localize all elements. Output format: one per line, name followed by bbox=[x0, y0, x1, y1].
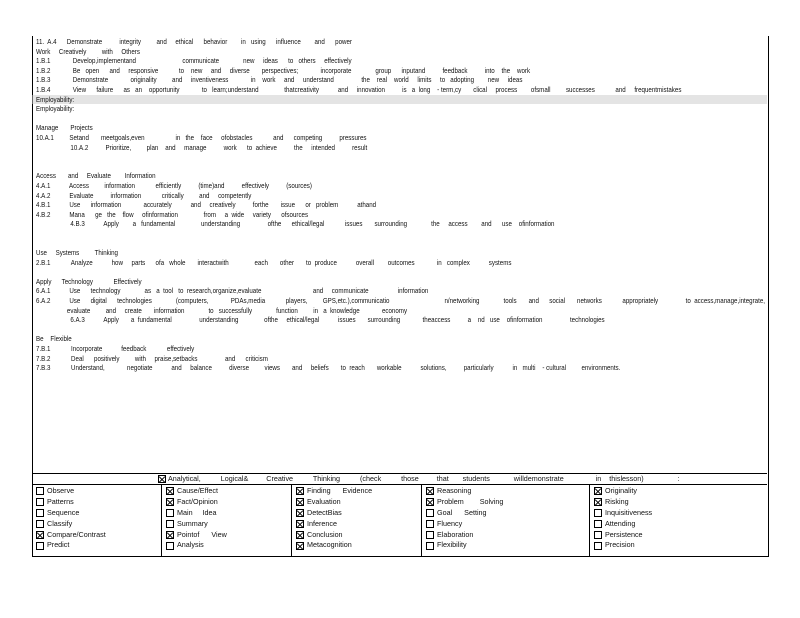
standard-line: 1.B.1 Develop,implementand communicate new ideas to others effectively bbox=[36, 56, 352, 66]
blank-line bbox=[36, 229, 764, 239]
skill-checkbox-icon[interactable] bbox=[296, 509, 304, 517]
skill-item[interactable] bbox=[426, 508, 589, 519]
standards-list bbox=[36, 37, 764, 373]
blank-line bbox=[36, 152, 764, 162]
skill-label: Goal Setting bbox=[437, 507, 487, 517]
skill-item[interactable] bbox=[426, 530, 589, 541]
skill-checkbox-icon[interactable] bbox=[594, 542, 602, 550]
skill-item[interactable] bbox=[36, 519, 161, 530]
skill-item[interactable] bbox=[166, 486, 291, 497]
skill-item[interactable] bbox=[166, 508, 291, 519]
standard-line: Employability: bbox=[36, 104, 75, 114]
skill-item[interactable] bbox=[36, 508, 161, 519]
skill-item[interactable] bbox=[296, 497, 421, 508]
skill-label: Flexibility bbox=[437, 540, 467, 550]
standard-line: 7.B.1 Incorporate feedback effectively bbox=[36, 344, 195, 353]
skill-item[interactable] bbox=[296, 540, 421, 551]
skill-label: Problem Solving bbox=[437, 496, 504, 506]
standard-line: 7.B.3 Understand, negotiate and balance diverse views and beliefs to reach workable solutions, particularly in multi - cultural environments. bbox=[36, 363, 621, 373]
skill-label: Patterns bbox=[47, 496, 74, 506]
standard-line: 4.A.2 Evaluate information critically and competently bbox=[36, 190, 252, 200]
skill-label: Evaluation bbox=[307, 496, 341, 506]
skill-label: Observe bbox=[47, 486, 75, 495]
skills-header bbox=[32, 474, 767, 485]
standard-line: 1.B.3 Demonstrate originality and inventiveness in work and understand the real world limits to adopting new ideas bbox=[36, 75, 523, 85]
skill-checkbox-icon[interactable] bbox=[426, 509, 434, 517]
skill-item[interactable] bbox=[36, 486, 161, 497]
skill-checkbox-icon[interactable] bbox=[166, 520, 174, 528]
skill-item[interactable] bbox=[36, 497, 161, 508]
standard-line: Access and Evaluate Information bbox=[36, 171, 156, 181]
skill-label: Reasoning bbox=[437, 486, 472, 495]
skill-item[interactable] bbox=[594, 497, 767, 508]
skill-item[interactable] bbox=[166, 519, 291, 530]
skill-checkbox-icon[interactable] bbox=[594, 487, 602, 495]
standard-line: 4.A.1 Access information efficiently (time)and effectively (sources) bbox=[36, 180, 312, 190]
blank-line bbox=[36, 162, 764, 172]
blank-line bbox=[36, 114, 764, 124]
skill-checkbox-icon[interactable] bbox=[594, 498, 602, 506]
standard-line: Use Systems Thinking bbox=[36, 248, 118, 258]
skill-checkbox-icon[interactable] bbox=[594, 509, 602, 517]
skill-checkbox-icon[interactable] bbox=[36, 520, 44, 528]
skill-label: Cause/Effect bbox=[177, 486, 219, 495]
skills-header-label: Analytical, Logical& Creative Thinking (check those that students willdemonstrate in thislesson) : bbox=[168, 474, 680, 483]
skill-item[interactable] bbox=[166, 540, 291, 551]
skill-checkbox-icon[interactable] bbox=[426, 520, 434, 528]
standard-line: 6.A.2 Use digital technologies (computers, PDAs,media players, GPS,etc.),communicatio n/networking tools and social networks appropriately to access,manage,integrate, bbox=[36, 296, 765, 306]
standard-line: 4.B.1 Use information accurately and creatively forthe issue or problem athand bbox=[36, 200, 377, 210]
skill-label: Risking bbox=[605, 496, 629, 506]
skills-column-2 bbox=[162, 485, 292, 556]
skill-checkbox-icon[interactable] bbox=[426, 498, 434, 506]
skill-checkbox-icon[interactable] bbox=[296, 520, 304, 528]
skill-label: Inference bbox=[307, 518, 337, 528]
standard-line: 1.B.2 Be open and responsive to new and diverse perspectives; incorporate group inputand feedback into the work bbox=[36, 65, 531, 75]
skill-item[interactable] bbox=[594, 540, 767, 551]
skill-checkbox-icon[interactable] bbox=[166, 487, 174, 495]
skill-label: Elaboration bbox=[437, 529, 474, 539]
skill-checkbox-icon[interactable] bbox=[426, 487, 434, 495]
standard-line: Be Flexible bbox=[36, 334, 72, 344]
standard-line: Manage Projects bbox=[36, 123, 93, 133]
skill-label: Inquisitiveness bbox=[605, 507, 653, 517]
skill-item[interactable] bbox=[426, 519, 589, 530]
skill-checkbox-icon[interactable] bbox=[36, 509, 44, 517]
blank-line bbox=[36, 325, 764, 335]
skill-item[interactable] bbox=[594, 530, 767, 541]
skill-checkbox-icon[interactable] bbox=[166, 542, 174, 550]
skill-item[interactable] bbox=[426, 486, 589, 497]
skill-checkbox-icon[interactable] bbox=[36, 498, 44, 506]
skills-column-4 bbox=[422, 485, 590, 556]
skill-checkbox-icon[interactable] bbox=[166, 498, 174, 506]
header-checkbox-icon[interactable] bbox=[158, 475, 166, 483]
skill-item[interactable] bbox=[296, 530, 421, 541]
skills-column-1 bbox=[32, 485, 162, 556]
skill-checkbox-icon[interactable] bbox=[426, 531, 434, 539]
skill-checkbox-icon[interactable] bbox=[594, 520, 602, 528]
skills-header-text bbox=[158, 474, 680, 484]
standard-line: 4.B.3 Apply a fundamental understanding ofthe ethical/legal issues surrounding the access and use ofinformation bbox=[70, 219, 555, 229]
standard-line: 10.A.1 Setand meetgoals,even in the face ofobstacles and competing pressures bbox=[36, 132, 367, 142]
skill-label: Precision bbox=[605, 540, 635, 550]
standard-line: evaluate and create information to successfully function in a knowledge economy bbox=[36, 305, 408, 315]
skill-checkbox-icon[interactable] bbox=[296, 498, 304, 506]
skill-item[interactable] bbox=[296, 486, 421, 497]
skill-label: Compare/Contrast bbox=[47, 529, 106, 539]
skill-item[interactable] bbox=[426, 497, 589, 508]
skill-checkbox-icon[interactable] bbox=[166, 509, 174, 517]
skill-checkbox-icon[interactable] bbox=[36, 487, 44, 495]
skill-item[interactable] bbox=[594, 486, 767, 497]
standard-line: 11. A.4 Demonstrate integrity and ethical behavior in using influence and power bbox=[36, 37, 352, 46]
standard-line: 6.A.3 Apply a fundamental understanding ofthe ethical/legal issues surrounding theaccess a nd use ofinformation technologies bbox=[70, 315, 605, 325]
skill-item[interactable] bbox=[36, 530, 161, 541]
skill-item[interactable] bbox=[166, 530, 291, 541]
skill-item[interactable] bbox=[594, 519, 767, 530]
skill-label: Metacognition bbox=[307, 540, 352, 550]
standard-line: Employability: bbox=[33, 95, 767, 105]
standard-line: 4.B.2 Mana ge the flow ofinformation from a wide variety ofsources bbox=[36, 209, 309, 219]
skill-item[interactable] bbox=[36, 540, 161, 551]
skill-checkbox-icon[interactable] bbox=[594, 531, 602, 539]
skill-label: DetectBias bbox=[307, 507, 342, 517]
skill-label: Conclusion bbox=[307, 529, 343, 539]
skill-checkbox-icon[interactable] bbox=[296, 487, 304, 495]
skill-label: Fluency bbox=[437, 518, 463, 528]
skill-item[interactable] bbox=[166, 497, 291, 508]
skill-checkbox-icon[interactable] bbox=[426, 542, 434, 550]
skill-label: Sequence bbox=[47, 507, 80, 517]
skill-label: Fact/Opinion bbox=[177, 496, 218, 506]
skill-checkbox-icon[interactable] bbox=[296, 542, 304, 550]
blank-line bbox=[36, 238, 764, 248]
skill-label: Pointof View bbox=[177, 529, 227, 539]
skill-checkbox-icon[interactable] bbox=[36, 542, 44, 550]
standard-line: 1.B.4 View failure as an opportunity to learn;understand thatcreativity and innovation is a long - term,cy clical process ofsmall successes and frequentmistakes bbox=[36, 84, 682, 94]
skill-item[interactable] bbox=[594, 508, 767, 519]
skill-label: Main Idea bbox=[177, 507, 217, 517]
skill-label: Originality bbox=[605, 486, 637, 495]
blank-line bbox=[36, 267, 764, 277]
skills-columns bbox=[32, 485, 767, 556]
skill-label: Analysis bbox=[177, 540, 204, 550]
standard-line: Work Creatively with Others bbox=[36, 46, 140, 56]
standard-line: Apply Technology Effectively bbox=[36, 276, 142, 286]
skill-item[interactable] bbox=[426, 540, 589, 551]
skill-label: Classify bbox=[47, 518, 73, 528]
skill-label: Finding Evidence bbox=[307, 486, 373, 495]
skill-label: Predict bbox=[47, 540, 70, 550]
standard-line: 2.B.1 Analyze how parts ofa whole interactwith each other to produce overall outcomes in complex systems bbox=[36, 257, 512, 267]
skill-label: Attending bbox=[605, 518, 636, 528]
skill-label: Summary bbox=[177, 518, 208, 528]
skills-column-5 bbox=[590, 485, 767, 556]
skills-column-3 bbox=[292, 485, 422, 556]
standard-line: 7.B.2 Deal positively with praise,setbacks and criticism bbox=[36, 353, 268, 363]
skill-item[interactable] bbox=[296, 508, 421, 519]
skill-checkbox-icon[interactable] bbox=[166, 531, 174, 539]
standard-line: 6.A.1 Use technology as a tool to research,organize,evaluate and communicate information bbox=[36, 286, 429, 296]
thinking-skills-table bbox=[32, 473, 767, 556]
standard-line: 10.A.2 Prioritize, plan and manage work to achieve the intended result bbox=[70, 142, 368, 152]
skill-checkbox-icon[interactable] bbox=[296, 531, 304, 539]
skill-item[interactable] bbox=[296, 519, 421, 530]
skill-label: Persistence bbox=[605, 529, 643, 539]
skill-checkbox-icon[interactable] bbox=[36, 531, 44, 539]
